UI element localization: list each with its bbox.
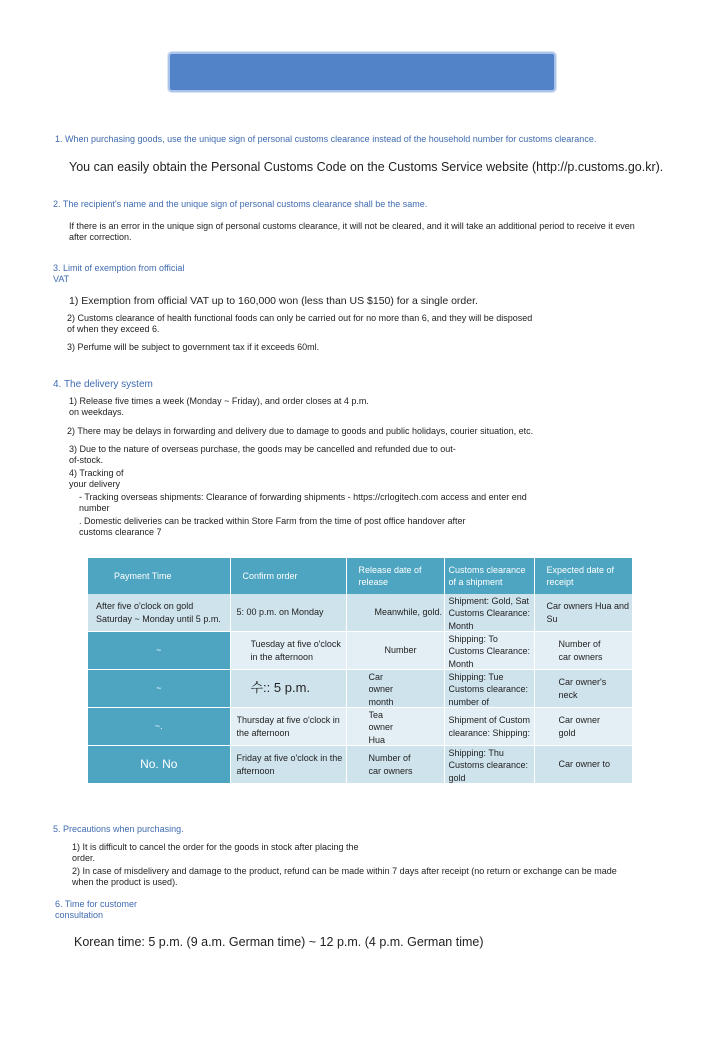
section-5-item-2: 2) In case of misdelivery and damage to the product, refund can be made within 7 days after receipt (no return or exchange can be made when the product is used).	[72, 866, 617, 887]
section-3-heading: 3. Limit of exemption from official VAT	[53, 263, 185, 284]
table-row	[88, 708, 632, 746]
header-customs-clearance: Customs clearance of a shipment	[444, 558, 534, 594]
cell-release-date: Tea owner Hua	[346, 708, 444, 746]
section-3-item-3: 3) Perfume will be subject to government tax if it exceeds 60ml.	[67, 342, 320, 352]
section-1-body: You can easily obtain the Personal Customs Code on the Customs Service website (http://p.customs.go.kr).	[69, 160, 664, 174]
cell-release-date: Number of car owners	[346, 746, 444, 784]
header-payment-time: Payment Time	[88, 558, 230, 594]
section-4-item-1: 1) Release five times a week (Monday ~ Friday), and order closes at 4 p.m. on weekdays.	[69, 396, 369, 417]
release-schedule-table	[88, 558, 633, 784]
cell-payment-time: After five o'clock on gold Saturday ~ Monday until 5 p.m.	[88, 594, 230, 632]
cell-expected-receipt: Number of car owners	[534, 632, 632, 670]
table-row	[88, 632, 632, 670]
section-4-item-4: 4) Tracking of your delivery	[69, 468, 124, 489]
section-4-item-2: 2) There may be delays in forwarding and delivery due to damage to goods and public holidays, courier situation, etc.	[67, 426, 534, 436]
section-4-item-3: 3) Due to the nature of overseas purchase, the goods may be cancelled and refunded due to out-of-stock.	[69, 444, 456, 465]
header-confirm-order: Confirm order	[230, 558, 346, 594]
section-2-body: If there is an error in the unique sign of personal customs clearance, it will not be cleared, and it will take an additional period to receive it even after correction.	[69, 221, 635, 242]
section-4-heading: 4. The delivery system	[53, 379, 153, 390]
cell-customs-clearance: Shipping: Thu Customs clearance: gold	[444, 746, 534, 784]
cell-customs-clearance: Shipment of Custom clearance: Shipping:	[444, 708, 534, 746]
section-3-item-2: 2) Customs clearance of health functional foods can only be carried out for no more than 6, and they will be disposed of when they exceed 6.	[67, 313, 533, 334]
section-5-item-1: 1) It is difficult to cancel the order for the goods in stock after placing the order.	[72, 842, 359, 863]
table-header-row	[88, 558, 632, 594]
table-row	[88, 594, 632, 632]
cell-customs-clearance: Shipping: To Customs Clearance: Month	[444, 632, 534, 670]
cell-release-date: Car owner month	[346, 670, 444, 708]
cell-payment-time: ~	[88, 670, 230, 708]
section-1-heading: 1. When purchasing goods, use the unique sign of personal customs clearance instead of the household number for customs clearance.	[55, 134, 597, 144]
cell-confirm-order: Thursday at five o'clock in the afternoon	[230, 708, 346, 746]
section-5-heading: 5. Precautions when purchasing.	[53, 824, 184, 834]
header-release-date: Release date of release	[346, 558, 444, 594]
title-banner	[168, 52, 556, 92]
cell-confirm-order: Tuesday at five o'clock in the afternoon	[230, 632, 346, 670]
section-4-subitem-1: - Tracking overseas shipments: Clearance of forwarding shipments - https://crlogitech.com access and enter end number	[79, 492, 527, 513]
table-row	[88, 746, 632, 784]
table-row	[88, 670, 632, 708]
cell-release-date: Meanwhile, gold.	[346, 594, 444, 632]
cell-confirm-order: 수:: 5 p.m.	[230, 670, 346, 708]
cell-expected-receipt: Car owner gold	[534, 708, 632, 746]
cell-payment-time: ~.	[88, 708, 230, 746]
cell-customs-clearance: Shipping: Tue Customs clearance: number of	[444, 670, 534, 708]
header-expected-receipt: Expected date of receipt	[534, 558, 632, 594]
section-2-heading: 2. The recipient's name and the unique sign of personal customs clearance shall be the same.	[53, 199, 428, 209]
cell-payment-time: ~	[88, 632, 230, 670]
cell-confirm-order: Friday at five o'clock in the afternoon	[230, 746, 346, 784]
section-3-item-1: 1) Exemption from official VAT up to 160,000 won (less than US $150) for a single order.	[69, 295, 478, 307]
cell-release-date: Number	[346, 632, 444, 670]
section-6-heading: 6. Time for customer consultation	[55, 899, 138, 920]
cell-customs-clearance: Shipment: Gold, Sat Customs Clearance: Month	[444, 594, 534, 632]
cell-expected-receipt: Car owners Hua and Su	[534, 594, 632, 632]
cell-confirm-order: 5: 00 p.m. on Monday	[230, 594, 346, 632]
section-4-subitem-2: . Domestic deliveries can be tracked within Store Farm from the time of post office handover after customs clearance 7	[79, 516, 466, 537]
section-6-body: Korean time: 5 p.m. (9 a.m. German time) ~ 12 p.m. (4 p.m. German time)	[74, 935, 484, 949]
cell-expected-receipt: Car owner's neck	[534, 670, 632, 708]
cell-payment-time: No. No	[88, 746, 230, 784]
cell-expected-receipt: Car owner to	[534, 746, 632, 784]
